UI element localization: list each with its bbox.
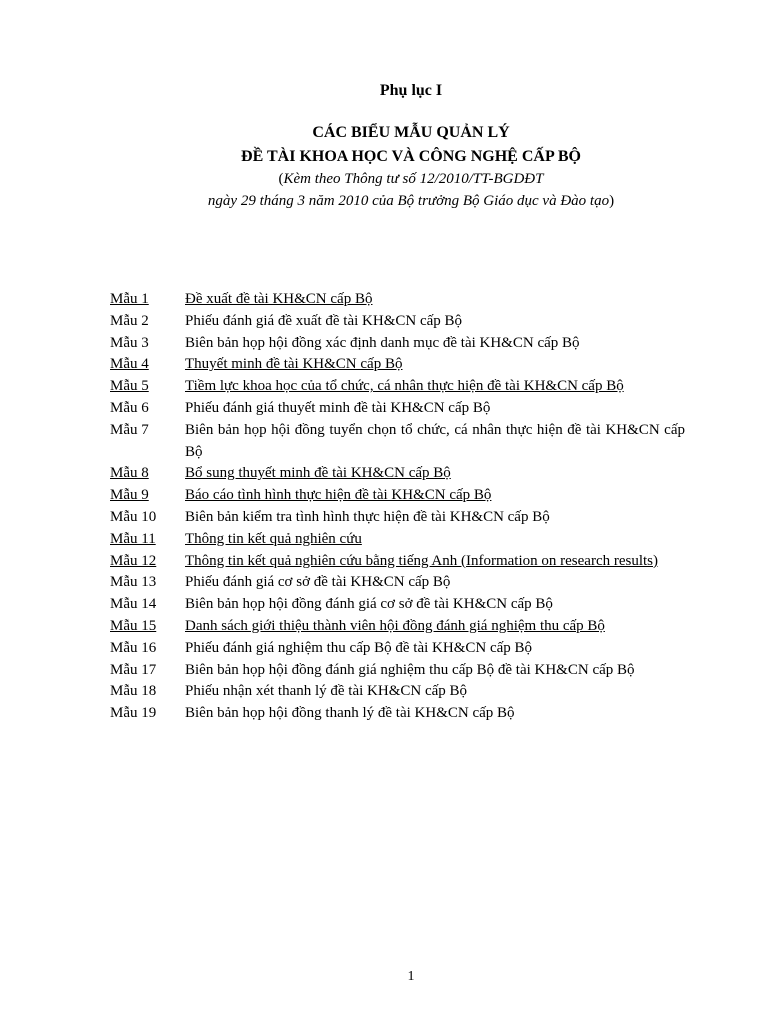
subtitle-line2 <box>0 193 768 210</box>
form-code[interactable]: Mẫu 4 <box>110 356 149 373</box>
form-code: Mẫu 16 <box>110 639 157 656</box>
form-code: Mẫu 7 <box>110 421 149 438</box>
form-title-link[interactable]: Thông tin kết quả nghiên cứu <box>185 530 362 547</box>
form-title <box>185 354 685 376</box>
form-title <box>185 311 685 333</box>
form-title <box>185 660 685 682</box>
form-title-text: Biên bản kiểm tra tình hình thực hiện đề tài KH&CN cấp Bộ <box>185 508 550 525</box>
subtitle-close-paren: ) <box>609 193 615 209</box>
form-row <box>110 703 685 725</box>
form-title <box>185 529 685 551</box>
page-number: 1 <box>407 969 415 984</box>
form-row <box>110 594 685 616</box>
document-title-line1: CÁC BIỂU MẪU QUẢN LÝ <box>312 124 510 141</box>
form-link-row[interactable] <box>110 485 685 507</box>
form-code: Mẫu 17 <box>110 661 157 678</box>
form-title <box>185 594 685 616</box>
form-code[interactable]: Mẫu 5 <box>110 378 149 395</box>
form-title <box>185 616 685 638</box>
form-row <box>110 398 685 420</box>
form-title-text: Phiếu nhận xét thanh lý đề tài KH&CN cấp Bộ <box>185 683 468 700</box>
form-title <box>185 681 685 703</box>
subtitle-line1-italic: Kèm theo Thông tư số 12/2010/TT-BGDĐT <box>283 171 544 187</box>
form-title <box>185 572 685 594</box>
form-code: Mẫu 3 <box>110 334 149 351</box>
form-title-link[interactable]: Thông tin kết quả nghiên cứu bằng tiếng Anh (Information on research results) <box>185 552 659 569</box>
form-link-row[interactable] <box>110 354 685 376</box>
form-row <box>110 660 685 682</box>
form-link-row[interactable] <box>110 529 685 551</box>
form-row <box>110 507 685 529</box>
form-code: Mẫu 13 <box>110 574 157 591</box>
form-title <box>185 638 685 660</box>
form-row <box>110 638 685 660</box>
form-code[interactable]: Mẫu 1 <box>110 291 149 307</box>
form-title <box>185 398 685 420</box>
form-title <box>185 485 685 507</box>
form-title-text: Biên bản họp hội đồng đánh giá nghiệm thu cấp Bộ đề tài KH&CN cấp Bộ <box>185 661 635 678</box>
form-title-link[interactable]: Đề xuất đề tài KH&CN cấp Bộ <box>185 291 373 307</box>
form-title <box>185 289 685 311</box>
form-code: Mẫu 18 <box>110 683 157 700</box>
form-row <box>110 420 685 464</box>
form-link-row[interactable] <box>110 616 685 638</box>
form-row <box>110 681 685 703</box>
form-row <box>110 311 685 333</box>
form-title-text: Biên bản họp hội đồng thanh lý đề tài KH&CN cấp Bộ <box>185 705 515 722</box>
form-title-link[interactable]: Báo cáo tình hình thực hiện đề tài KH&CN cấp Bộ <box>185 487 492 504</box>
form-code: Mẫu 10 <box>110 508 157 525</box>
form-title <box>185 703 685 725</box>
form-link-row[interactable] <box>110 463 685 485</box>
document-title-line2: ĐỀ TÀI KHOA HỌC VÀ CÔNG NGHỆ CẤP BỘ <box>241 148 581 165</box>
form-title <box>185 551 685 573</box>
form-code: Mẫu 2 <box>110 312 149 329</box>
form-row <box>110 333 685 355</box>
form-title <box>185 333 685 355</box>
subtitle-line1 <box>0 171 768 188</box>
form-code: Mẫu 19 <box>110 705 157 722</box>
form-code: Mẫu 6 <box>110 399 149 416</box>
form-title <box>185 376 685 398</box>
form-list <box>110 289 685 725</box>
form-title-link[interactable]: Bổ sung thuyết minh đề tài KH&CN cấp Bộ <box>185 465 451 482</box>
subtitle-open-paren: ( <box>278 171 284 187</box>
form-code[interactable]: Mẫu 11 <box>110 530 156 547</box>
form-title-text: Biên bản họp hội đồng tuyển chọn tổ chức, cá nhân thực hiện đề tài KH&CN cấp Bộ <box>185 421 685 460</box>
form-title <box>185 507 685 529</box>
form-code[interactable]: Mẫu 12 <box>110 552 157 569</box>
appendix-heading: Phụ lục I <box>379 82 443 99</box>
form-row <box>110 572 685 594</box>
form-title-text: Phiếu đánh giá thuyết minh đề tài KH&CN cấp Bộ <box>185 399 491 416</box>
form-link-row[interactable] <box>110 551 685 573</box>
form-title-text: Biên bản họp hội đồng xác định danh mục đề tài KH&CN cấp Bộ <box>185 334 580 351</box>
form-title <box>185 420 685 464</box>
form-title <box>185 463 685 485</box>
form-code[interactable]: Mẫu 8 <box>110 465 149 482</box>
form-title-text: Biên bản họp hội đồng đánh giá cơ sở đề tài KH&CN cấp Bộ <box>185 596 553 613</box>
form-title-text: Phiếu đánh giá nghiệm thu cấp Bộ đề tài KH&CN cấp Bộ <box>185 639 533 656</box>
form-title-link[interactable]: Danh sách giới thiệu thành viên hội đồng đánh giá nghiệm thu cấp Bộ <box>185 617 605 634</box>
form-title-link[interactable]: Tiềm lực khoa học của tổ chức, cá nhân thực hiện đề tài KH&CN cấp Bộ <box>185 378 624 395</box>
form-link-row[interactable] <box>110 289 685 311</box>
form-code[interactable]: Mẫu 9 <box>110 487 149 504</box>
form-code: Mẫu 14 <box>110 596 157 613</box>
form-link-row[interactable] <box>110 376 685 398</box>
form-title-text: Phiếu đánh giá đề xuất đề tài KH&CN cấp Bộ <box>185 312 463 329</box>
form-title-link[interactable]: Thuyết minh đề tài KH&CN cấp Bộ <box>185 356 403 373</box>
subtitle-line2-italic: ngày 29 tháng 3 năm 2010 của Bộ trưởng Bộ Giáo dục và Đào tạo <box>207 193 610 209</box>
form-title-text: Phiếu đánh giá cơ sở đề tài KH&CN cấp Bộ <box>185 574 451 591</box>
form-code[interactable]: Mẫu 15 <box>110 617 157 634</box>
